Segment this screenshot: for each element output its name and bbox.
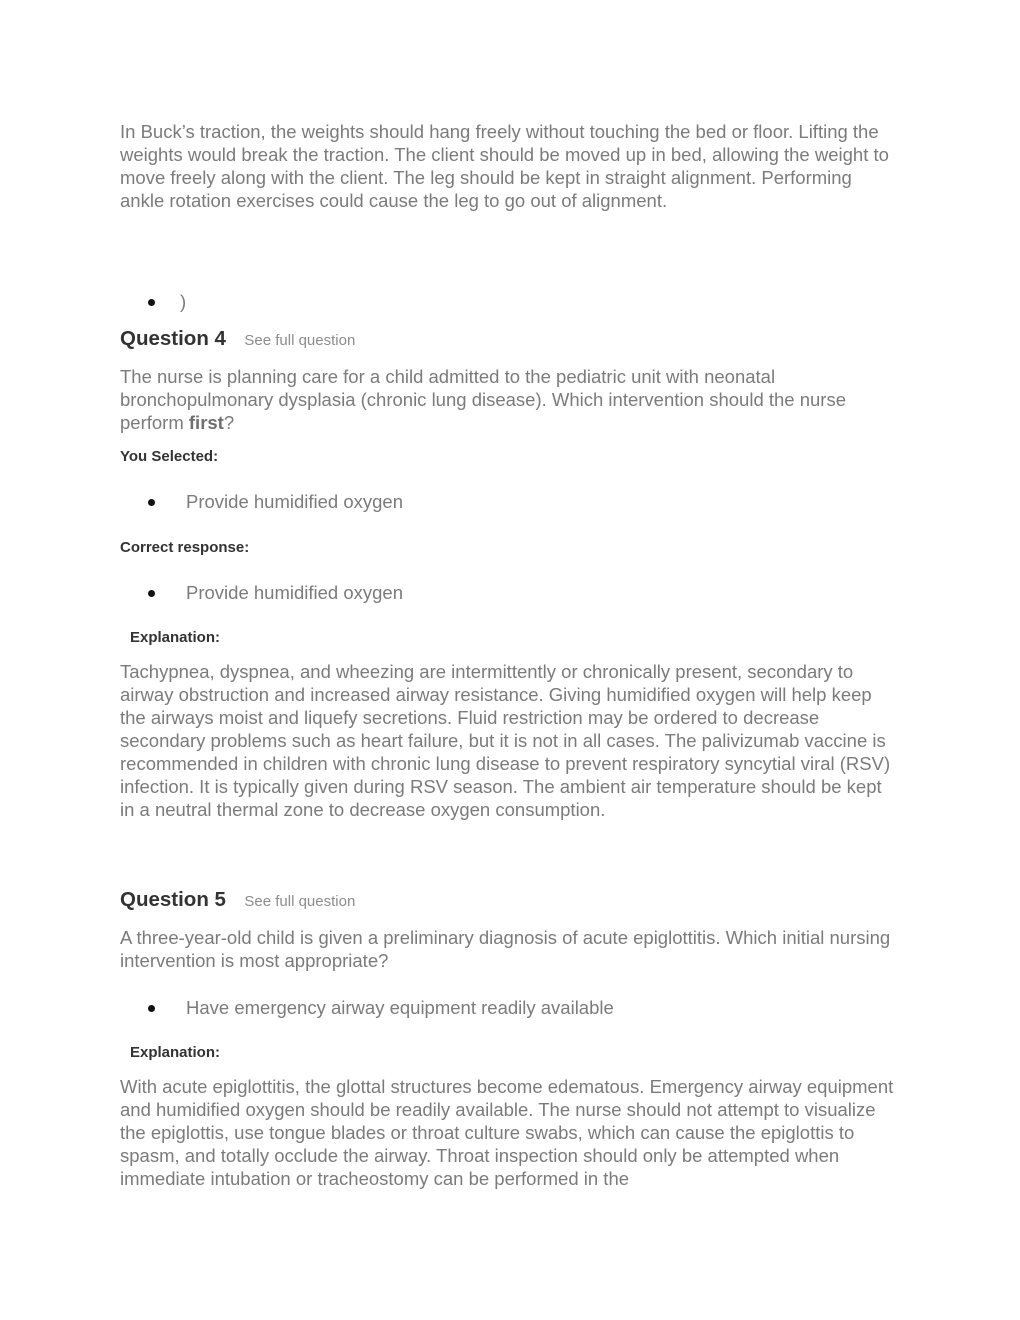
- answer-item: [120, 996, 820, 1019]
- correct-response-label: Correct response:: [120, 539, 250, 556]
- selected-answer-text: Provide humidified oxygen: [186, 491, 403, 512]
- list-item-text: ): [180, 291, 187, 312]
- correct-answer-text: Provide humidified oxygen: [186, 582, 403, 603]
- question-4-text: [120, 365, 895, 434]
- emphasis-text: first: [188, 412, 224, 433]
- question-4-explanation: Tachypnea, dyspnea, and wheezing are intermittently or chronically present, secondary to airway obstruction and increased airway resistance. Giving humidified oxygen will help keep the airways moist and liquefy secretions. Fluid restriction may be ordered to decrease secondary problems such as heart failure, but it is not in all cases. The palivizumab vaccine is recommended in children with chronic lung disease to prevent respiratory syncytial viral (RSV) infection. It is typically given during RSV season. The ambient air temperature should be kept in a neutral thermal zone to decrease oxygen consumption.: [120, 661, 891, 820]
- question-5-text: A three-year-old child is given a preliminary diagnosis of acute epiglottitis. Which initial nursing intervention is most appropriate?: [120, 927, 891, 971]
- selected-answer-item: [120, 490, 720, 513]
- explanation-label: Explanation:: [130, 1044, 221, 1061]
- question-text: The nurse is planning care for a child admitted to the pediatric unit with neonatal bronchopulmonary dysplasia (chronic lung disease). Which intervention should the nurse perform: [120, 366, 847, 433]
- question-text-end: ?: [223, 412, 235, 433]
- bullet-icon: [148, 499, 155, 506]
- bullet-icon: [148, 1005, 155, 1012]
- previous-explanation: In Buck’s traction, the weights should hang freely without touching the bed or floor. Lifting the weights would break the traction. The client should be moved up in bed, allowing the weight to move freely along with the client. The leg should be kept in straight alignment. Performing ankle rotation exercises could cause the leg to go out of alignment.: [120, 121, 889, 211]
- correct-answer-item: [120, 581, 720, 604]
- question-4-title: Question 4: [120, 327, 226, 350]
- question-5-explanation: With acute epiglottitis, the glottal structures become edematous. Emergency airway equipment and humidified oxygen should be readily available. The nurse should not attempt to visualize the epiglottis, use tongue blades or throat culture swabs, which can cause the epiglottis to spasm, and totally occlude the airway. Throat inspection should only be attempted when immediate intubation or tracheostomy can be performed in the: [120, 1076, 894, 1189]
- explanation-label: Explanation:: [130, 629, 221, 646]
- bullet-icon: [148, 299, 155, 306]
- list-item: [120, 290, 420, 313]
- you-selected-label: You Selected:: [120, 448, 219, 465]
- see-full-question-link[interactable]: See full question: [244, 893, 356, 910]
- answer-text: Have emergency airway equipment readily available: [186, 997, 614, 1018]
- question-4-heading: [120, 327, 355, 351]
- see-full-question-link[interactable]: See full question: [244, 332, 356, 349]
- bullet-icon: [148, 590, 155, 597]
- question-5-title: Question 5: [120, 888, 226, 911]
- question-5-heading: [120, 888, 355, 912]
